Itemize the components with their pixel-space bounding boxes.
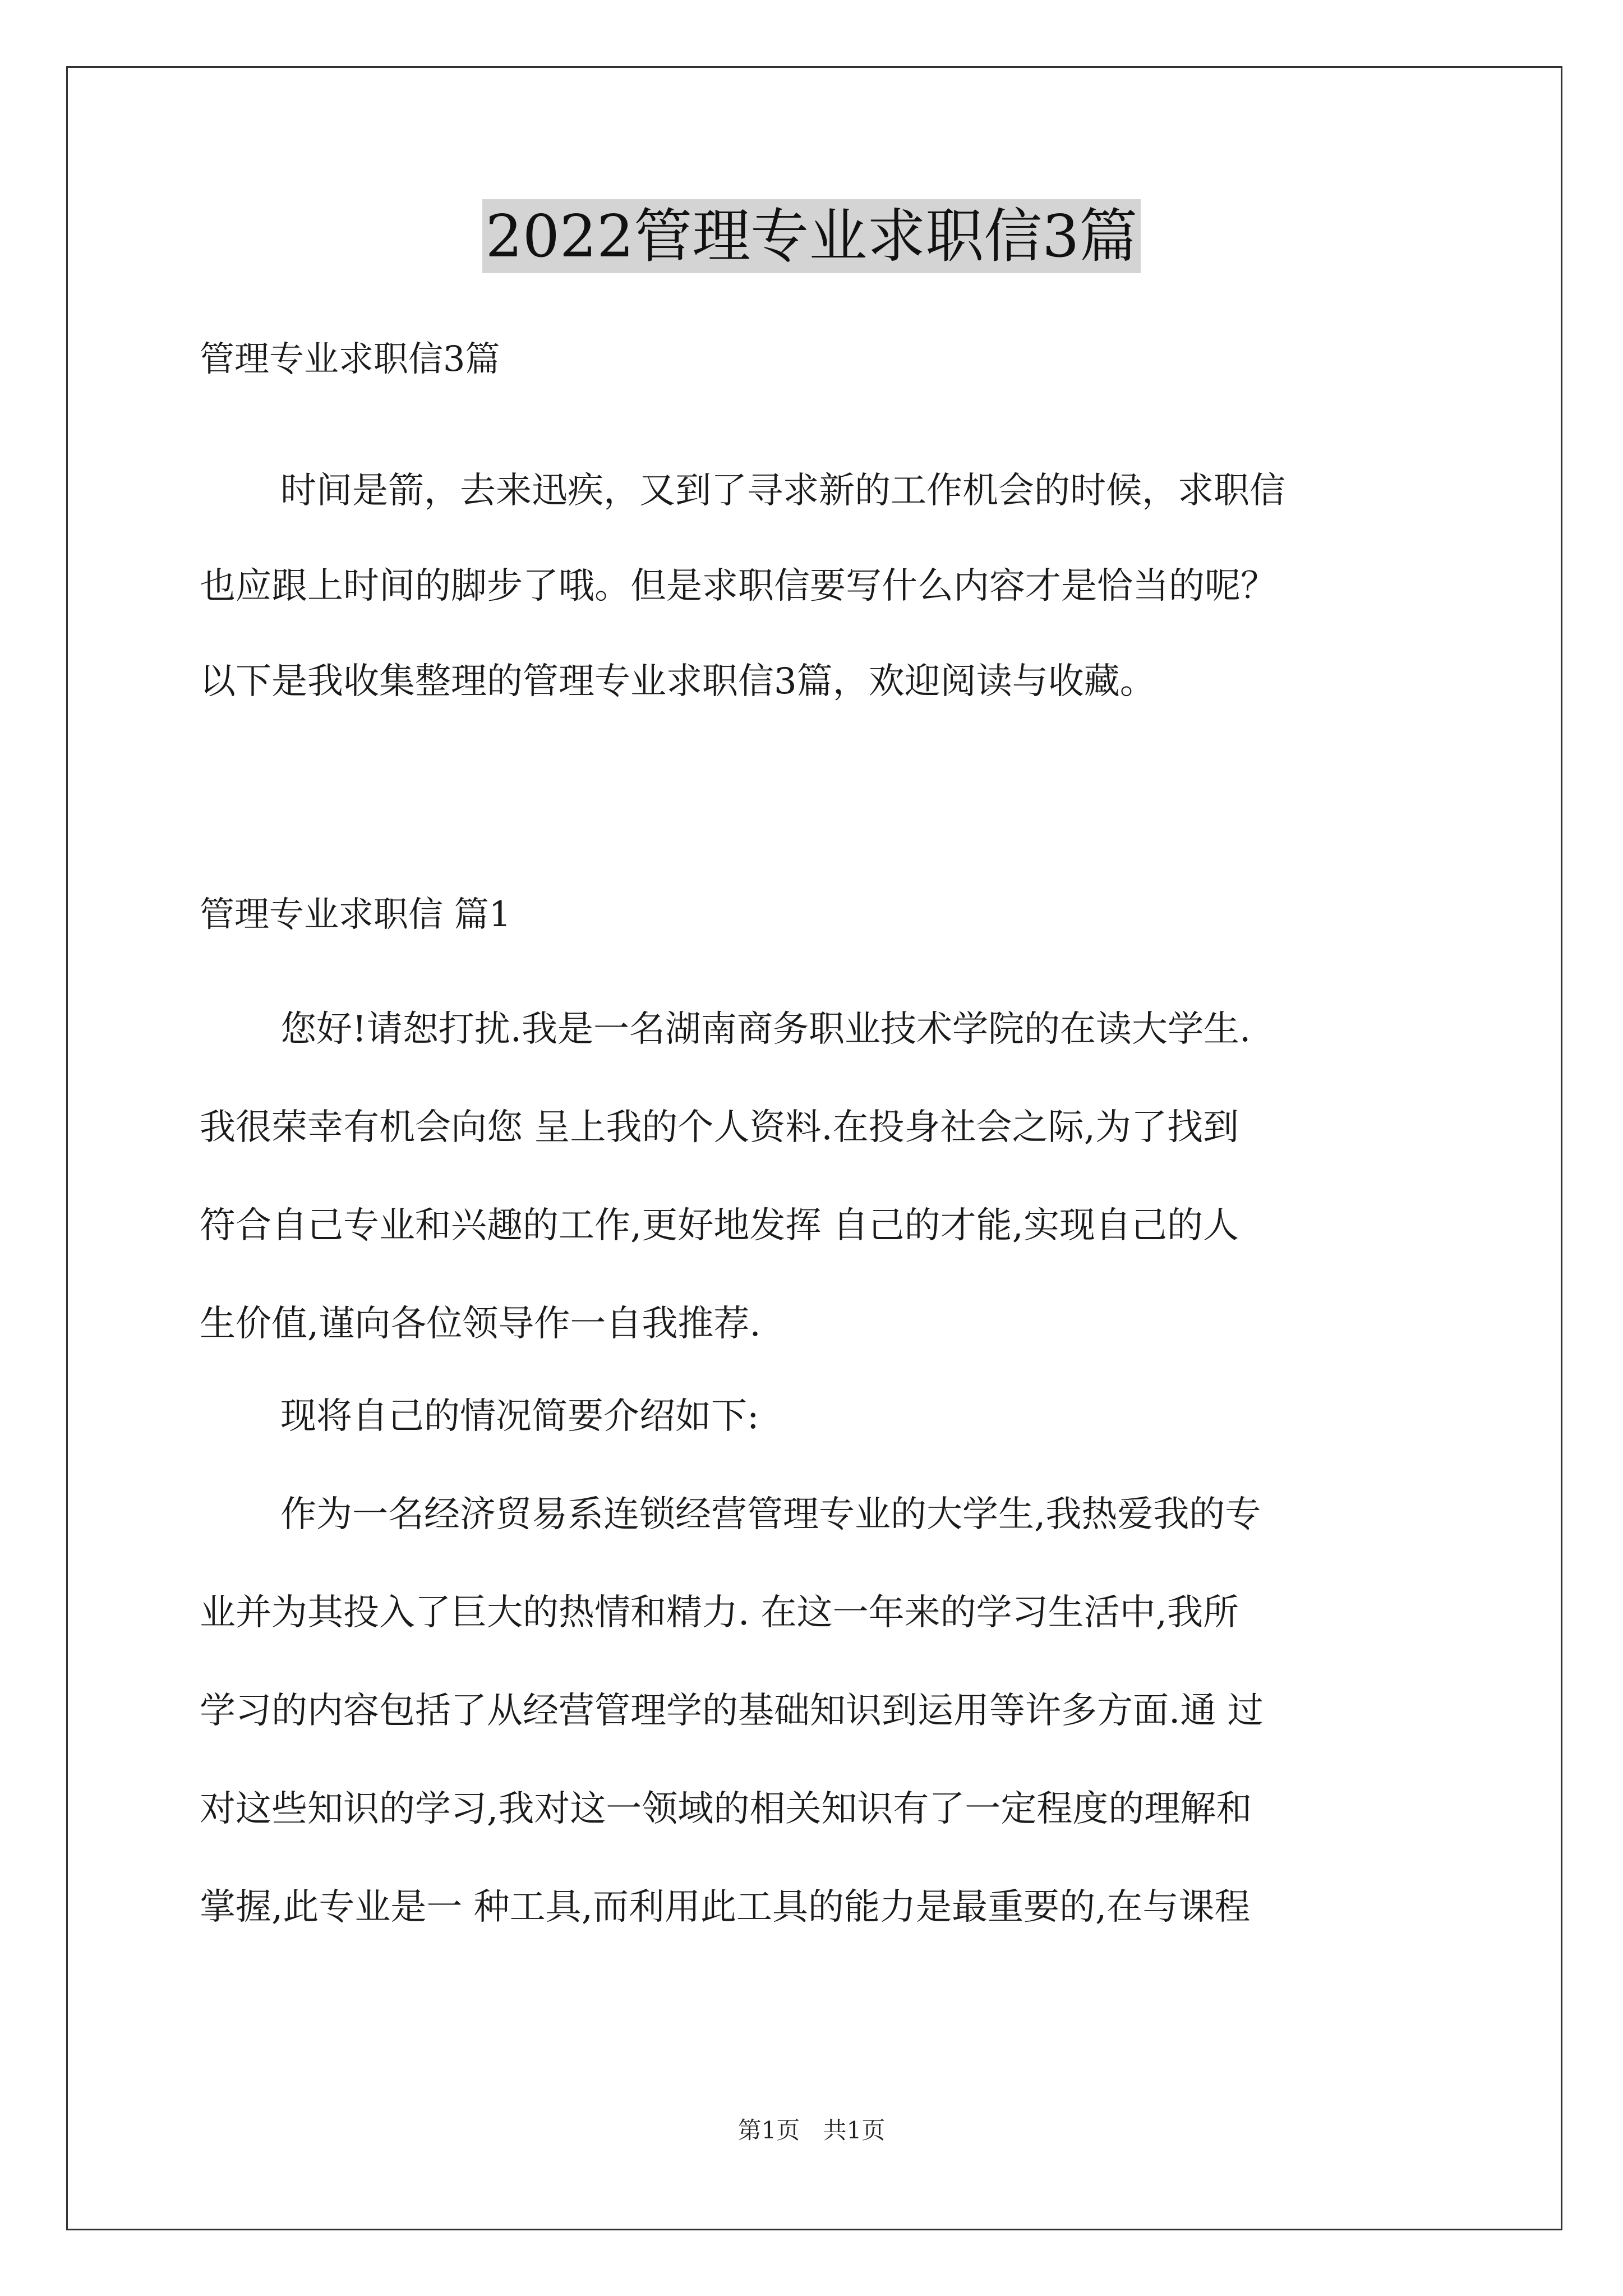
page-footer — [0, 2114, 1623, 2147]
intro-line-2: 也应跟上时间的脚步了哦。但是求职信要写什么内容才是恰当的呢？ — [200, 565, 1276, 607]
body-line-3: 符合自己专业和兴趣的工作,更好地发挥 自己的才能,实现自己的人 — [200, 1205, 1239, 1246]
title-container — [0, 199, 1623, 273]
document-subtitle: 管理专业求职信3篇 — [200, 338, 500, 379]
document-title: 2022管理专业求职信3篇 — [482, 199, 1141, 273]
body-line-9: 对这些知识的学习,我对这一领域的相关知识有了一定程度的理解和 — [200, 1788, 1252, 1830]
section-heading: 管理专业求职信 篇1 — [200, 894, 511, 935]
body-line-6: 作为一名经济贸易系连锁经营管理专业的大学生,我热爱我的专 — [280, 1494, 1261, 1535]
body-line-1: 您好!请恕打扰.我是一名湖南商务职业技术学院的在读大学生. — [280, 1009, 1251, 1050]
page-total: 共1页 — [823, 2116, 886, 2144]
page-number: 第1页 — [737, 2116, 800, 2144]
body-line-7: 业并为其投入了巨大的热情和精力. 在这一年来的学习生活中,我所 — [200, 1592, 1239, 1634]
body-line-10: 掌握,此专业是一 种工具,而利用此工具的能力是最重要的,在与课程 — [200, 1887, 1251, 1928]
body-line-5: 现将自己的情况简要介绍如下: — [280, 1396, 759, 1437]
intro-line-3: 以下是我收集整理的管理专业求职信3篇，欢迎阅读与收藏。 — [200, 661, 1156, 702]
intro-line-1: 时间是箭，去来迅疾，又到了寻求新的工作机会的时候，求职信 — [280, 470, 1285, 512]
body-line-8: 学习的内容包括了从经营管理学的基础知识到运用等许多方面.通 过 — [200, 1690, 1264, 1732]
body-line-4: 生价值,谨向各位领导作一自我推荐. — [200, 1303, 761, 1345]
body-line-2: 我很荣幸有机会向您 呈上我的个人资料.在投身社会之际,为了找到 — [200, 1107, 1239, 1148]
